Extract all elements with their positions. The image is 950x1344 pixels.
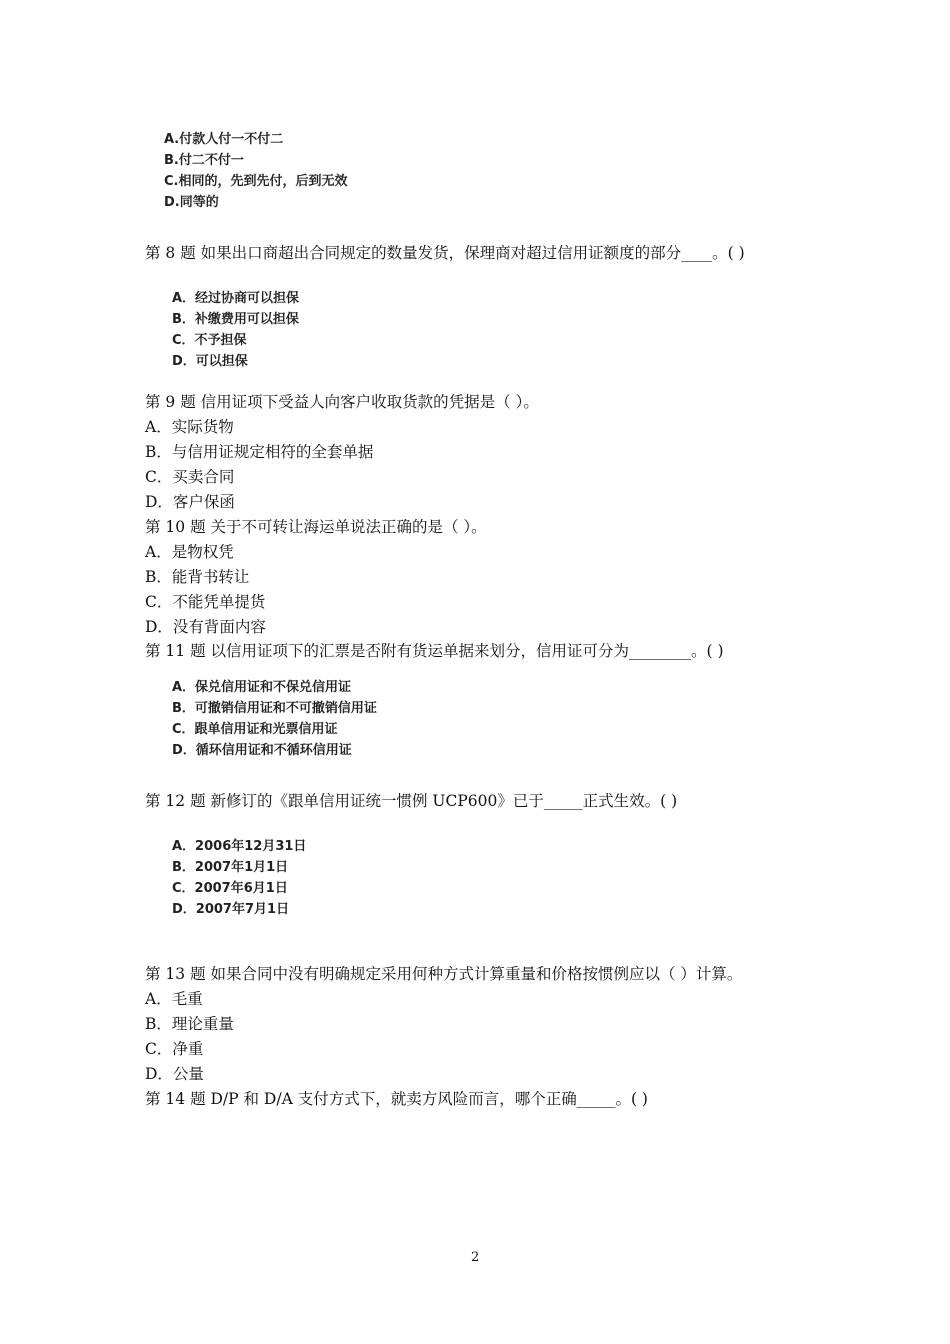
question-10-stem: 第 10 题 关于不可转让海运单说法正确的是（ ）。 [145,518,487,536]
q10-option-a: A．是物权凭 [145,543,234,561]
q9-option-b: B．与信用证规定相符的全套单据 [145,443,374,461]
q13-option-a: A．毛重 [145,990,203,1008]
q13-option-c: C．净重 [145,1040,204,1058]
q11-option-d: D．循环信用证和不循环信用证 [172,743,352,758]
q10-option-d: D．没有背面内容 [145,618,266,636]
q11-option-b: B．可撤销信用证和不可撤销信用证 [172,701,377,716]
question-11-stem: 第 11 题 以信用证项下的汇票是否附有货运单据来划分，信用证可分为________。( ) [145,642,724,660]
option-a: A.付款人付一不付二 [164,132,284,147]
q8-option-a: A．经过协商可以担保 [172,291,300,306]
q12-option-d: D．2007年7月1日 [172,902,290,917]
q12-option-a: A．2006年12月31日 [172,839,307,854]
q9-option-d: D．客户保函 [145,493,235,511]
q8-option-b: B．补缴费用可以担保 [172,312,299,327]
q11-option-c: C．跟单信用证和光票信用证 [172,722,338,737]
question-8-stem: 第 8 题 如果出口商超出合同规定的数量发货，保理商对超过信用证额度的部分____。( ) [145,244,745,262]
question-14-stem: 第 14 题 D/P 和 D/A 支付方式下，就卖方风险而言，哪个正确_____。( ) [145,1090,648,1108]
q11-option-a: A．保兑信用证和不保兑信用证 [172,680,352,695]
q8-option-c: C．不予担保 [172,333,247,348]
q10-option-c: C．不能凭单提货 [145,593,266,611]
q9-option-a: A．实际货物 [145,418,234,436]
q13-option-b: B．理论重量 [145,1015,234,1033]
q9-option-c: C．买卖合同 [145,468,235,486]
option-c: C.相同的，先到先付，后到无效 [164,174,348,189]
option-b: B.付二不付一 [164,153,244,168]
question-12-stem: 第 12 题 新修订的《跟单信用证统一惯例 UCP600》已于_____正式生效。( ) [145,792,678,810]
question-13-stem: 第 13 题 如果合同中没有明确规定采用何种方式计算重量和价格按惯例应以（ ）计算。 [145,965,743,983]
option-d: D.同等的 [164,195,219,210]
q12-option-b: B．2007年1月1日 [172,860,289,875]
q13-option-d: D．公量 [145,1065,204,1083]
q12-option-c: C．2007年6月1日 [172,881,288,896]
question-9-stem: 第 9 题 信用证项下受益人向客户收取货款的凭据是（ ）。 [145,393,539,411]
q8-option-d: D．可以担保 [172,354,248,369]
page-number: 2 [471,1250,480,1265]
q10-option-b: B．能背书转让 [145,568,250,586]
